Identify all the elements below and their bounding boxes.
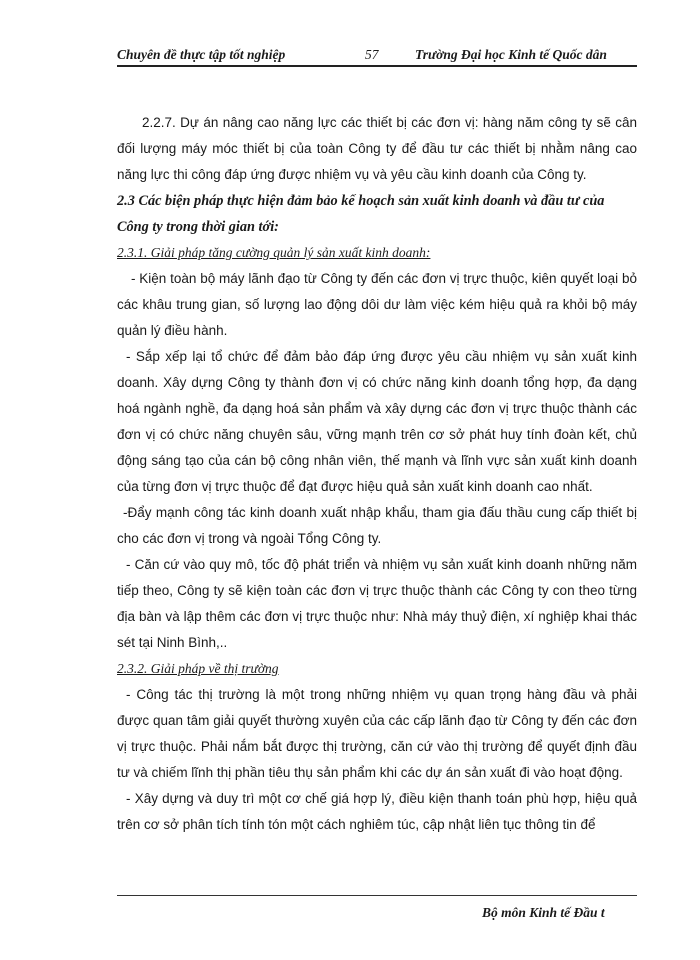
paragraph-market-work: - Công tác thị trường là một trong những nhiệm vụ quan trọng hàng đầu và phải được quan tâm giải quyết thường xuyên của các cấp lãnh đạo từ Công ty đến các đơn vị trực thuộc. Phải nắm bắt được thị trường, căn cứ vào thị trường để quyết định đầu tư và chiếm lĩnh thị phần tiêu thụ sản phẩm khi các dự án sản xuất đi vào hoạt động. <box>117 687 637 780</box>
page-header <box>117 47 637 67</box>
heading-2-3-2: 2.3.2. Giải pháp về thị trường <box>117 661 279 676</box>
footer-divider <box>117 895 637 896</box>
paragraph-pricing: - Xây dựng và duy trì một cơ chế giá hợp lý, điều kiện thanh toán phù hợp, hiệu quả trên cơ sở phân tích tính tón một cách nghiêm túc, cập nhật liên tục thông tin để <box>117 791 637 832</box>
page-body <box>117 110 637 838</box>
footer-department: Bộ môn Kinh tế Đầu t <box>482 905 605 920</box>
paragraph-import-export: -Đẩy mạnh công tác kinh doanh xuất nhập khẩu, tham gia đấu thầu cung cấp thiết bị cho các đơn vị trong và ngoài Tổng Công ty. <box>117 505 637 546</box>
header-thesis-title: Chuyên đề thực tập tốt nghiệp <box>117 47 286 62</box>
header-page-number: 57 <box>365 47 379 62</box>
heading-2-3: 2.3 Các biện pháp thực hiện đảm bảo kế hoạch sản xuất kinh doanh và đầu tư của Công ty trong thời gian tới: <box>117 193 605 235</box>
paragraph-reorganize: - Sắp xếp lại tổ chức để đảm bảo đáp ứng được yêu cầu nhiệm vụ sản xuất kinh doanh. Xây dựng Công ty thành đơn vị có chức năng kinh doanh tổng hợp, đa dạng hoá ngành nghề, đa dạng hoá sản phẩm và xây dựng các đơn vị trực thuộc thành các đơn vị có chức năng chuyên sâu, vững mạnh trên cơ sở phát huy tính đoàn kết, chủ động sáng tạo của cán bộ công nhân viên, thế mạnh và lĩnh vực sản xuất kinh doanh của từng đơn vị trực thuộc để đạt được hiệu quả sản xuất kinh doanh cao nhất. <box>117 349 637 494</box>
paragraph-2-2-7: 2.2.7. Dự án nâng cao năng lực các thiết bị các đơn vị: hàng năm công ty sẽ cân đối lượng máy móc thiết bị của toàn Công ty để đầu tư các thiết bị nhằm nâng cao năng lực thi công đáp ứng được nhiệm vụ và yêu cầu kinh doanh của Công ty. <box>117 115 637 182</box>
header-university: Trường Đại học Kinh tế Quốc dân <box>415 47 607 62</box>
heading-2-3-1: 2.3.1. Giải pháp tăng cường quản lý sản xuất kinh doanh: <box>117 245 431 260</box>
header-divider <box>117 65 637 67</box>
paragraph-subsidiaries: - Căn cứ vào quy mô, tốc độ phát triển và nhiệm vụ sản xuất kinh doanh những năm tiếp theo, Công ty sẽ kiện toàn các đơn vị trực thuộc thành các Công ty con theo từng địa bàn và lập thêm các đơn vị trực thuộc như: Nhà máy thuỷ điện, xí nghiệp khai thác sét tại Ninh Bình,.. <box>117 557 637 650</box>
paragraph-restructure-leadership: - Kiện toàn bộ máy lãnh đạo từ Công ty đến các đơn vị trực thuộc, kiên quyết loại bỏ các khâu trung gian, số lượng lao động dôi dư làm việc kém hiệu quả ra khỏi bộ máy quản lý điều hành. <box>117 271 637 338</box>
